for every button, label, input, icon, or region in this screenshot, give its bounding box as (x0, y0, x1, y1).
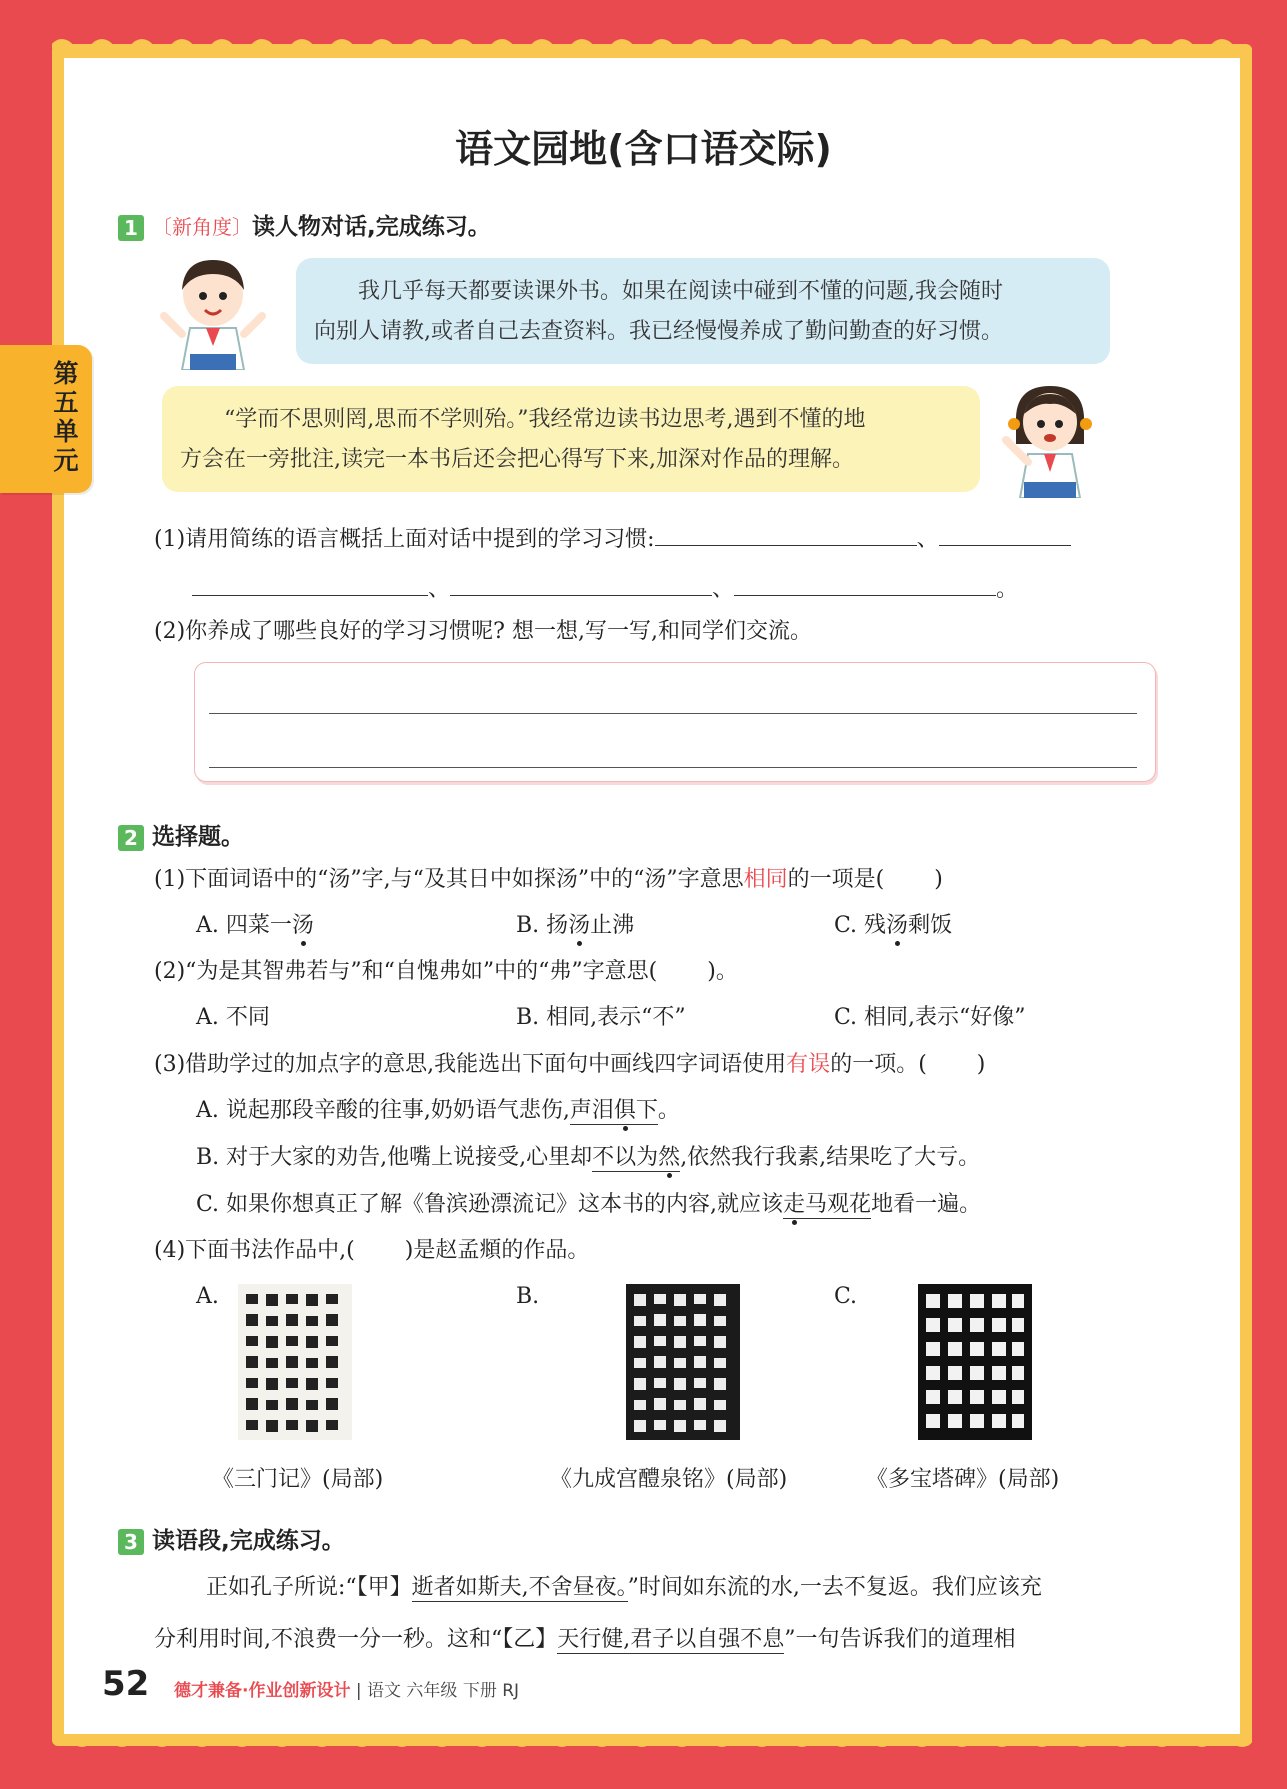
q2-sub2-text: (2)“为是其智弗若与”和“自愧弗如”中的“弗”字意思( (154, 959, 658, 984)
q2-sub3-option-b[interactable] (196, 1140, 980, 1171)
q1-sub1-line-2 (192, 572, 1018, 603)
question-1-heading (118, 208, 491, 241)
option-text: 止沸 (590, 913, 635, 938)
option-text: C. 残 (834, 913, 887, 938)
option-text: B. 对于大家的劝告,他嘴上说接受,心里却 (196, 1145, 593, 1170)
idiom-part: 下 (635, 1098, 658, 1123)
girl-speech-line-1: “学而不思则罔,思而不学则殆。”我经常边读书边思考,遇到不懂的地 (224, 407, 866, 432)
dotted-char: 汤 (291, 913, 314, 938)
separator: 、 (712, 577, 735, 602)
q2-sub1-option-c[interactable] (834, 908, 952, 939)
emphasis-text: 相同 (743, 867, 788, 892)
boy-speech-bubble (296, 258, 1110, 364)
girl-student-icon (1000, 380, 1100, 498)
q2-sub1-stem (154, 862, 943, 893)
q2-sub3-stem (154, 1047, 985, 1078)
boy-speech-line-1: 我几乎每天都要读课外书。如果在阅读中碰到不懂的问题,我会随时 (358, 279, 1003, 304)
frame-wave-top (52, 36, 1252, 60)
separator: 、 (916, 527, 939, 552)
option-text: A. 四菜一 (196, 913, 292, 938)
q2-sub2-option-a[interactable]: A. 不同 (196, 1005, 270, 1030)
q2-sub3-text-end: 的一项。( (830, 1052, 927, 1077)
question-3-heading (118, 1522, 345, 1555)
writing-rule-line (209, 713, 1137, 714)
calligraphy-duobaota-image[interactable] (918, 1284, 1032, 1440)
question-2-heading (118, 818, 244, 851)
dotted-char: 走 (783, 1192, 806, 1217)
answer-blank-5[interactable] (734, 573, 996, 596)
q2-sub1-option-a[interactable] (196, 908, 314, 939)
answer-blank-2[interactable] (939, 523, 1071, 546)
option-text: C. 如果你想真正了解《鲁滨逊漂流记》这本书的内容,就应该 (196, 1192, 784, 1217)
q2-sub2-stem (154, 954, 738, 985)
q2-sub2-option-b[interactable]: B. 相同,表示“不” (516, 1005, 686, 1030)
calligraphy-caption-a: 《三门记》(局部) (212, 1467, 384, 1492)
calligraphy-caption-c: 《多宝塔碑》(局部) (866, 1467, 1060, 1492)
q2-sub4-text: (4)下面书法作品中,( (154, 1238, 355, 1263)
sentence-end: 。 (996, 577, 1019, 602)
footer-brand: 德才兼备·作业创新设计 (174, 1681, 351, 1701)
boy-student-icon (160, 254, 266, 370)
q2-sub1-option-b[interactable] (516, 908, 634, 939)
dotted-char: 俱 (613, 1098, 636, 1123)
calligraphy-caption-b: 《九成宫醴泉铭》(局部) (550, 1467, 788, 1492)
writing-answer-box[interactable] (194, 662, 1156, 782)
footer-book-info: | 语文 六年级 下册 RJ (355, 1681, 520, 1701)
idiom-part: 不以为 (592, 1145, 659, 1170)
girl-speech-line-2: 方会在一旁批注,读完一本书后还会把心得写下来,加深对作品的理解。 (180, 447, 854, 472)
answer-blank-1[interactable] (655, 523, 917, 546)
question-number-badge: 1 (118, 215, 144, 241)
q2-sub4-text-end: )是赵孟頫的作品。 (404, 1238, 590, 1263)
page-title: 语文园地(含口语交际) (455, 127, 832, 171)
q2-sub1-text: (1)下面词语中的“汤”字,与“及其日中如探汤”中的“汤”字意思 (154, 867, 744, 892)
underlined-quote-yi: 天行健,君子以自强不息 (557, 1627, 785, 1652)
calligraphy-label-b: B. (516, 1284, 540, 1309)
underlined-quote-jia: 逝者如斯夫,不舍昼夜。 (411, 1575, 628, 1600)
separator: 、 (428, 577, 451, 602)
dotted-char: 然 (658, 1145, 681, 1170)
question-2-prompt: 选择题。 (152, 824, 244, 850)
q2-sub1-text-end: 的一项是( (787, 867, 885, 892)
q2-sub2-option-c[interactable]: C. 相同,表示“好像” (834, 1005, 1026, 1030)
option-text: 。 (657, 1098, 680, 1123)
paren-close: )。 (707, 959, 738, 984)
idiom-part: 声泪 (569, 1098, 614, 1123)
answer-blank-3[interactable] (192, 573, 428, 596)
question-number-badge: 2 (118, 825, 144, 851)
unit-side-tab (0, 345, 92, 493)
q2-sub3-text: (3)借助学过的加点字的意思,我能选出下面句中画线四字词语使用 (154, 1052, 787, 1077)
option-text: B. 扬 (516, 913, 569, 938)
footer-info (174, 1676, 519, 1701)
calligraphy-label-c: C. (834, 1284, 858, 1309)
q2-sub3-option-c[interactable] (196, 1187, 981, 1218)
underlined-idiom (592, 1145, 680, 1172)
dotted-char: 汤 (568, 913, 591, 938)
writing-rule-line (209, 767, 1137, 768)
underlined-idiom (570, 1098, 658, 1125)
option-text: A. 说起那段辛酸的往事,奶奶语气悲伤, (196, 1098, 570, 1123)
q1-sub2-prompt: (2)你养成了哪些良好的学习习惯呢? 想一想,写一写,和同学们交流。 (154, 619, 812, 644)
page-number: 52 (102, 1664, 150, 1704)
emphasis-text: 有误 (786, 1052, 831, 1077)
paragraph-text: 正如孔子所说:“【甲】 (206, 1575, 412, 1600)
paragraph-text: ”时间如东流的水,一去不复返。我们应该充 (627, 1575, 1042, 1600)
idiom-part: 马观花 (805, 1192, 872, 1217)
q2-sub4-stem (154, 1233, 589, 1264)
unit-tab-label: 第五单元 (53, 359, 79, 475)
dotted-char: 汤 (886, 913, 909, 938)
q1-sub1-prompt: (1)请用简练的语言概括上面对话中提到的学习习惯: (154, 527, 655, 552)
question-3-prompt: 读语段,完成练习。 (152, 1528, 345, 1554)
paragraph-text: ”一句告诉我们的道理相 (784, 1627, 1016, 1652)
q2-sub3-option-a[interactable] (196, 1093, 680, 1124)
q3-paragraph-line-1 (206, 1570, 1042, 1601)
q3-paragraph-line-2 (154, 1622, 1016, 1653)
paren-close: ) (976, 1052, 986, 1077)
paren-close: ) (934, 867, 943, 892)
calligraphy-sanmenji-image[interactable] (238, 1284, 352, 1440)
answer-blank-4[interactable] (450, 573, 712, 596)
question-number-badge: 3 (118, 1529, 144, 1555)
option-text: ,依然我行我素,结果吃了大亏。 (680, 1145, 981, 1170)
calligraphy-label-a: A. (196, 1284, 219, 1309)
q1-sub1-line (154, 522, 1071, 553)
paragraph-text: 分利用时间,不浪费一分一秒。这和“【乙】 (154, 1627, 558, 1652)
underlined-idiom (783, 1192, 871, 1219)
girl-speech-bubble (162, 386, 980, 492)
question-1-prompt: 读人物对话,完成练习。 (252, 214, 491, 240)
calligraphy-jiuchenggong-image[interactable] (626, 1284, 740, 1440)
option-text: 地看一遍。 (871, 1192, 982, 1217)
boy-speech-line-2: 向别人请教,或者自己去查资料。我已经慢慢养成了勤问勤查的好习惯。 (314, 319, 1003, 344)
new-angle-tag: 〔新角度〕 (152, 215, 252, 239)
option-text: 剩饭 (908, 913, 953, 938)
